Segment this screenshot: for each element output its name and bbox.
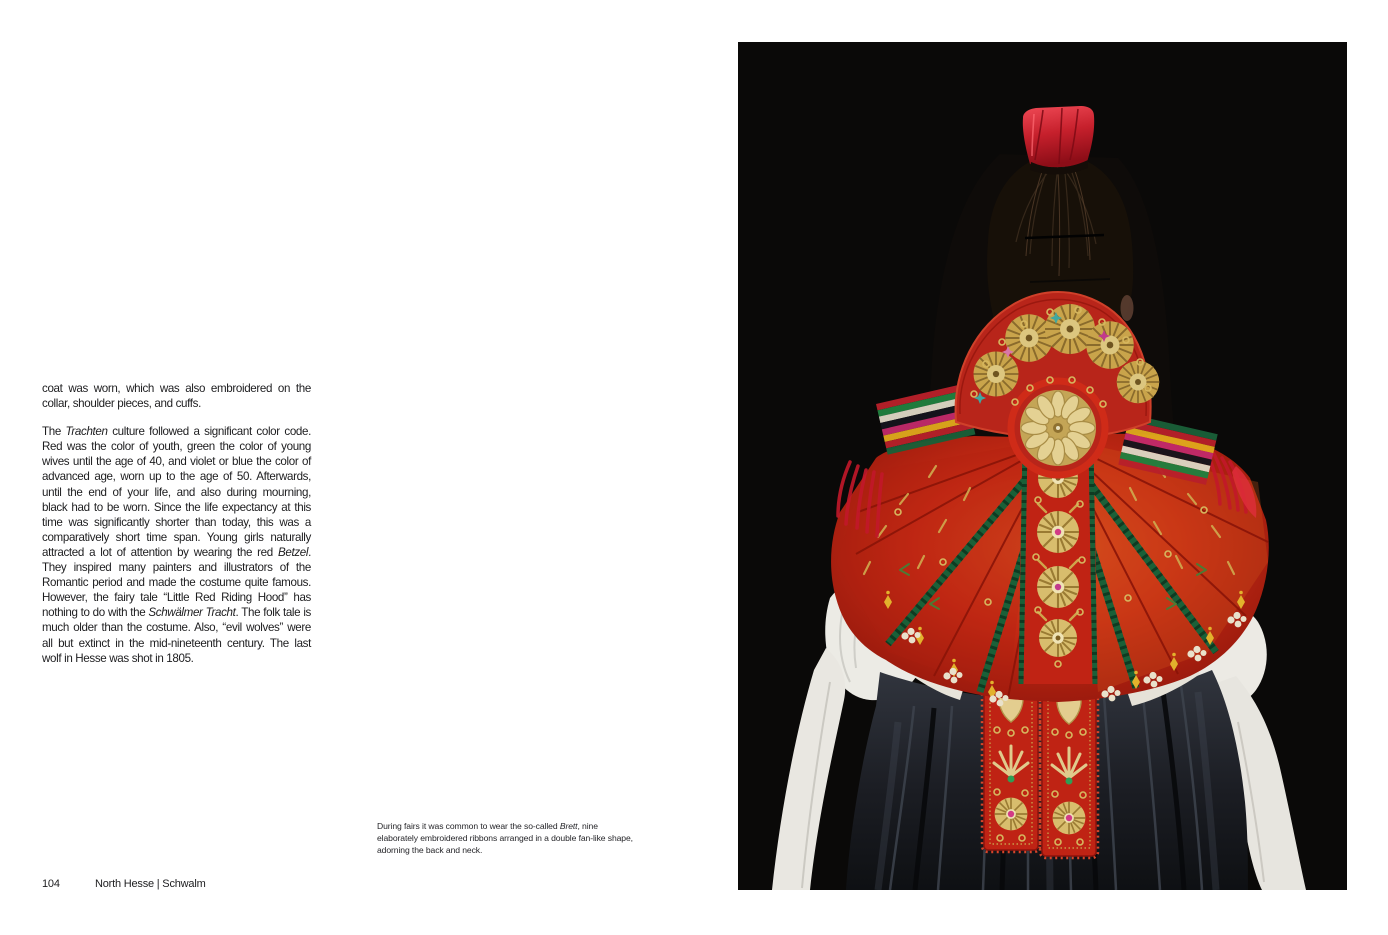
paragraph-1: coat was worn, which was also embroidered on the collar, shoulder pieces, and cuffs. (42, 382, 311, 411)
betzel-cap (1023, 106, 1094, 175)
photo-caption: During fairs it was common to wear the so-called Brett, nine elaborately embroidered ribbons arranged in a double fan-like shape, adorning the back and neck. (377, 821, 633, 855)
ear (1121, 295, 1134, 321)
paragraph-2: The Trachten culture followed a significant color code. Red was the color of youth, green the color of young wives until the age of 40, and violet or blue the color of advanced age, worn up to the age of 50. Afterwards, until the end of your life, and also during mourning, black had to be worn. Since the life expectancy at this time was significantly shorter than today, this was a comparatively short time span. Young girls naturally attracted a lot of attention by wearing the red Betzel. They inspired many painters and illustrators of the Romantic period and made the costume quite famous. However, the fairy tale “Little Red Riding Hood” has nothing to do with the Schwälmer Tracht. The folk tale is much older than the costume. Also, “evil wolves” were all but extinct in the mid-nineteenth century. The last wolf in Hesse was shot in 1805. (42, 425, 311, 665)
body-text-column (42, 381, 311, 666)
brett-center-dome (1011, 377, 1106, 475)
page-number: 104 (42, 878, 60, 890)
costume-photo-art (738, 42, 1347, 890)
costume-photo (738, 42, 1347, 890)
page-footer (42, 878, 206, 890)
section-title: North Hesse | Schwalm (95, 878, 206, 890)
